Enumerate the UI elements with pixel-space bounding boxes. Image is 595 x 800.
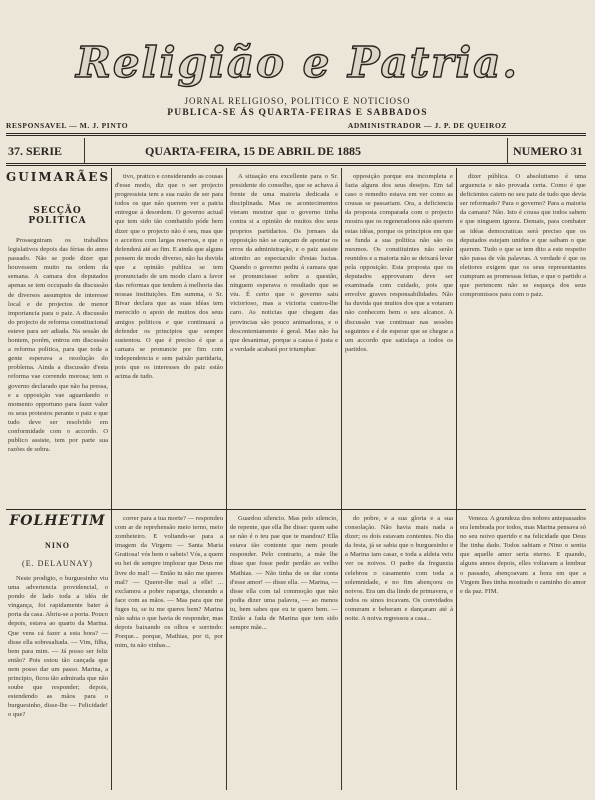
feuilleton-col-5	[460, 514, 586, 788]
datebar-rule-2	[6, 165, 586, 166]
top-rule	[6, 133, 586, 134]
column-divider-1	[111, 168, 112, 790]
article-col-5-text: dizer pública. O absolutismo é uma arguencia e não provada certa. Como é que deficientes caiem no seu paiz de tudo que devia ser reformado? Para o governo? Para a maioria da camara? Não. Isto é cousa que todos sabem e que ninguem ignora. Demais, para combater as idéas democraticas será preciso que os deputados estejam unidos e que saibam o que querem. Tudo o que se tem dito a este respeito não passa de vãs palavras. A verdade é que os eleitores exigem que os seus representantes cumpram as promessas feitas, e que o partido a que pertencem não se esqueça dos seus compromissos para com o paiz.	[460, 173, 586, 299]
feuilleton-col-3-text: Guardou silencio. Mas pelo silencio, de repente, que ella lhe disse: quem sabe se não é o teu pae que te mandou? Ella estava tão contente que nem poude responder. Pelo contrario, a mãe lhe disse que fosse pedir perdão ao velho Mathias. — Não tinha de se dar conta d'esse amor! — disse ella. — Marina, — disse ella com tal commoção que não podia dizer uma palavra, — ao menos tu, bem sabes que eu te quero bem. — Então a fada de Marina que tem sido sempre mãe...	[230, 515, 338, 632]
datebar-rule	[6, 163, 586, 164]
feuilleton-col-2	[115, 514, 223, 788]
section-heading: SECÇÃO POLITICA	[28, 206, 87, 226]
masthead-title: Religião e Patria.	[75, 38, 520, 87]
serie: 37. SERIE	[8, 144, 63, 158]
datebar-divider-1	[84, 138, 85, 163]
article-col-3-text: A situação era excellente para o Sr. presidente do conselho, que se achava á frente de uma maioria dedicada e disciplinada. Mas os acontecimentos vieram mostrar que o governo tinha contra si a opinião de muitos dos seus proprios partidarios. Os jornaes da opposição não se cançam de apontar os erros da administração, e o paiz assiste attonito ao espectaculo d'estas luctas. Quando o governo pediu á camara que se pronunciasse sobre a questão, ninguem esperava o resultado que se viu. É certo que o governo saiu victorioso, mas a victoria custou-lhe caro. As noticias que chegam das provincias são pouco animadoras, e o descontentamento é geral. Mas não ha que desanimar, porque a causa é justa e a verdade acabará por triumphar.	[230, 173, 338, 353]
city-heading: GUIMARÃES	[6, 170, 111, 184]
masthead-subtitle: JORNAL RELIGIOSO, POLITICO E NOTICIOSO	[184, 96, 411, 106]
feuilleton-col-5-text: Veneza. A grandeza dos nobres antepassados era lembrada por todos, mas Marina pensava só no seu noivo querido e na felicidade que Deus lhe tinha dado. Todos sabiam e Nino o sentia que aquelle amor seria eterno. E quando, alguns annos depois, elles voltavam a lembrar o passado, abençoavam a hora em que a Virgem lhes tinha mostrado o caminho do amor e da paz. FIM.	[460, 515, 586, 595]
article-col-4-text: opposição porque era incompleta e fazia alguns dos seus desejos. Em tal caso o remedio estava em ver como as cousas se passariam. Ora, a deficiencia da proposta comparada com o projecto mostra que os regeneradores não querem estas idéas, porque os principios em que se funda a sua politica não são os mesmos. Os constituintes não serão reunidos e a maioria não se deixará levar pela opposição. Esta proposta que os deputados approvaram deve ser examinada com cuidado, pois que envolve graves responsabilidades. Não ha duvida que muitos dos que a votaram não conhecem bem o seu alcance. A discussão vae continuar nas sessões seguintes e é de esperar que se chegue a um accordo que satisfaça a todos os partidos.	[345, 173, 453, 353]
article-col-1	[8, 236, 108, 504]
story-author: (E. DELAUNAY)	[22, 559, 93, 568]
publication-days: PUBLICA-SE ÁS QUARTA-FEIRAS E SABBADOS	[167, 108, 428, 118]
responsavel: RESPONSAVEL — M. J. PINTO	[6, 121, 129, 130]
article-col-4	[345, 172, 453, 506]
feuilleton-col-4	[345, 514, 453, 788]
article-col-3	[230, 172, 338, 506]
feuilleton-title: FOLHETIM	[9, 513, 106, 529]
story-title: NINO	[45, 541, 70, 550]
column-divider-3	[341, 168, 342, 790]
administrador: ADMINISTRADOR — J. P. DE QUEIROZ	[347, 121, 507, 130]
datebar-divider-2	[507, 138, 508, 163]
feuilleton-col-1	[8, 574, 108, 788]
article-col-1-text: Prosseguiram os trabalhos legislativos depois das férias do anno passado. Não se pode dizer que houvessem muito na ordem da semana. A camara dos deputados apenas se tem occupado da discussão de diversos assumptos de interesse local e de projectos de menor importancia para o paiz. A discussão do projecto de reforma constitucional esteve para ser adiada. Na sessão de hontem, porém, entrou em discussão a reforma politica, para que toda a gente esperava a resolução do problema. Ainda a discussão d'esta reforma vae correndo morosa; tem o governo declarado que não ha pressa, e a opposição vae aguardando o momento opportuno para fazer valer os seus protestos perante o paiz e que tudo deve ser resolvido em conformidade com o accordo. O publico assiste, tem por parte sua razões de sobra.	[8, 237, 108, 454]
issue-number: NUMERO 31	[513, 144, 583, 158]
article-col-2-text: tivo, pratico e considerando as cousas d'esse modo, diz que o ser projecto progressista tem a sua razão de ser para todos os que não querem ver a patria entregue á desordem. O governo actual que tem sido tão combatido póde bem dizer que o projecto não é seu, mas que o acceitou com largas reservas, e que o defenderá até ao fim. E ainda que alguns pensem de modo diverso, não ha duvida que a opinião publica se tem pronunciado de um modo claro a favor das reformas que tendem á melhoria das nossas instituições. Em summa, o Sr. Bivar declara que as suas idéas tem merecido o apoio de muitos dos seus amigos politicos e que continuará a defender os principios que sempre sustentou. O que é preciso é que a camara se pronuncie por fim com independencia e sem paixão partidaria, pois que os interesses do paiz estão acima de tudo.	[115, 173, 223, 381]
feuilleton-col-1-text: Neste prodigio, o burguesinho viu uma advertencia providencial, o pondo de lado toda a idéa de vingança, foi rapidamente bater á porta da casa. Abriu-se a porta. Pouco depois, estava ao quarto da Marina. Que vens cá fazer a esta hora? — disse ella sobresaltada. — Vim, filha, bem para mim. — Já posso ser feliz então? Pois estou tão cançada que nem posso dar um passo. Marina, a principio, ficou tão admirada que não soube que responder; depois, estendendo as mãos para o burguesinho, disse-lhe — Felicidade! o que?	[8, 575, 108, 719]
issue-date: QUARTA-FEIRA, 15 DE ABRIL DE 1885	[145, 144, 362, 158]
column-divider-2	[226, 168, 227, 790]
feuilleton-col-4-text: do pobre, e a sua gloria e a sua consolação. Não havia mais nada a dizer; os dois estavam contentes. No dia da festa, já se sabia que o burguesinho e a Marina iam casar, e toda a aldeia veiu ver os noivos. O padre da freguezia celebrou o casamento com toda a solemnidade, e no fim abençoou os noivos. Era um dia lindo de primavera, e todos os sinos tocavam. Os convidados comeram e beberam e dançaram até á noite. A noiva regressou a casa...	[345, 515, 453, 623]
feuilleton-col-3	[230, 514, 338, 788]
feuilleton-col-2-text: correr para a tua morte? — respondeu com ar de reprehensão meio terno, meio zombeteiro. E voltando-se para a imagem da Virgem: — Santa Maria Gratiosa! vós bem o sabeis! Vós, a quem eu hei de sempre implorar que Deus me livre do mal! — Então tu não me queres mal? — Querer-lhe mal a elle! ... exclamou a pobre rapariga, chorando a face com as mãos. — Mas para que me fuges tu, se tu me queres bem? Marina não sabia o que havia de responder, mas depois baixando os olhos e sorrindo: Porque... porque, Mathias, por ti, por mim, tu não vinhas...	[115, 515, 223, 650]
column-divider-4	[456, 168, 457, 790]
article-col-5	[460, 172, 586, 506]
top-rule-2	[6, 135, 586, 136]
article-col-2	[115, 172, 223, 506]
feuilleton-rule	[6, 509, 586, 510]
